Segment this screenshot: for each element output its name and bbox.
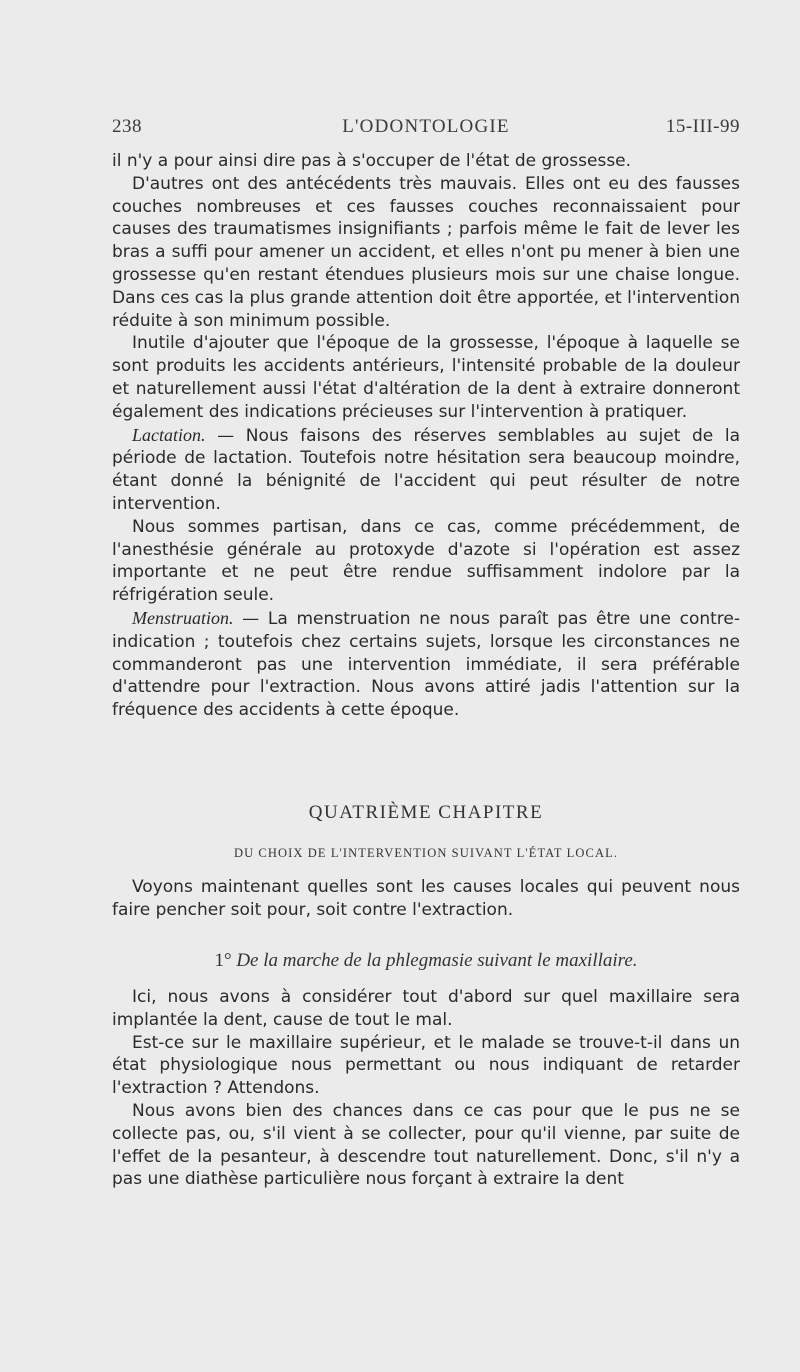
- body-text-lower: [112, 876, 740, 922]
- chapter-title: QUATRIÈME CHAPITRE: [308, 802, 544, 823]
- paragraph-menstruation: Menstruation. — La menstruation ne nous paraît pas être une contre-indication ; toutefois chez certains sujets, lorsque les circonstances ne commanderont pas une intervention immédiate, il sera préférable d'attendre pour l'extraction. Nous avons attiré jadis l'attention sur la fréquence des accidents à cette époque.: [112, 607, 740, 721]
- body-text-section: [112, 986, 740, 1191]
- section-heading: [112, 950, 740, 972]
- journal-title: L'ODONTOLOGIE: [342, 116, 510, 137]
- issue-date: 15-III-99: [665, 116, 740, 137]
- running-head: [112, 116, 740, 140]
- paragraph: Ici, nous avons à considérer tout d'abord sur quel maxillaire sera implantée la dent, cause de tout le mal.: [112, 987, 740, 1030]
- page-number: 238: [112, 116, 142, 137]
- paragraph: Nous sommes partisan, dans ce cas, comme précédemment, de l'anesthésie générale au protoxyde d'azote si l'opération est assez importante et ne peut être rendue suffisamment indolore par la réfrigération seule.: [112, 516, 740, 606]
- section-number: 1°: [214, 950, 232, 971]
- chapter-subtitle: DU CHOIX DE L'INTERVENTION SUIVANT L'ÉTAT LOCAL.: [233, 846, 619, 860]
- paragraph: Nous avons bien des chances dans ce cas pour que le pus ne se collecte pas, ou, s'il vient à se collecter, pour qu'il vienne, par suite de l'effet de la pesanteur, à descendre tout naturellement. Donc, s'il n'y a pas une diathèse particulière nous forçant à extraire la dent: [112, 1100, 740, 1190]
- run-in-heading: Menstruation.: [132, 607, 234, 628]
- run-in-heading: Lactation.: [132, 424, 206, 445]
- paragraph: Inutile d'ajouter que l'époque de la grossesse, l'époque à laquelle se sont produits les accidents antérieurs, l'intensité probable de la douleur et naturellement aussi l'état d'altération de la dent à extraire donneront également des indications précieuses sur l'intervention à pratiquer.: [112, 333, 740, 422]
- section-title: De la marche de la phlegmasie suivant le maxillaire.: [236, 950, 638, 971]
- paragraph-lactation: Lactation. — Nous faisons des réserves semblables au sujet de la période de lactation. Toutefois notre hésitation sera beaucoup moindre, étant donné la bénignité de l'accident qui peut résulter de notre intervention.: [112, 424, 740, 514]
- paragraph: Est-ce sur le maxillaire supérieur, et le malade se trouve-t-il dans un état physiologique nous permettant ou nous indiquant de retarder l'extraction ? Attendons.: [112, 1032, 740, 1099]
- paragraph: il n'y a pour ainsi dire pas à s'occuper de l'état de grossesse.: [112, 151, 632, 171]
- paragraph: D'autres ont des antécédents très mauvais. Elles ont eu des fausses couches nombreuses et ces fausses couches reconnaissaient pour causes des traumatismes insignifiants ; parfois même le fait de lever les bras a suffi pour amener un accident, et elles n'ont pu mener à bien une grossesse qu'en restant étendues plusieurs mois sur une chaise longue. Dans ces cas la plus grande attention doit être apportée, et l'intervention réduite à son minimum possible.: [112, 173, 740, 331]
- intro-paragraph: Voyons maintenant quelles sont les causes locales qui peuvent nous faire pencher soit pour, soit contre l'extraction.: [112, 877, 740, 920]
- body-text-upper: [112, 150, 740, 722]
